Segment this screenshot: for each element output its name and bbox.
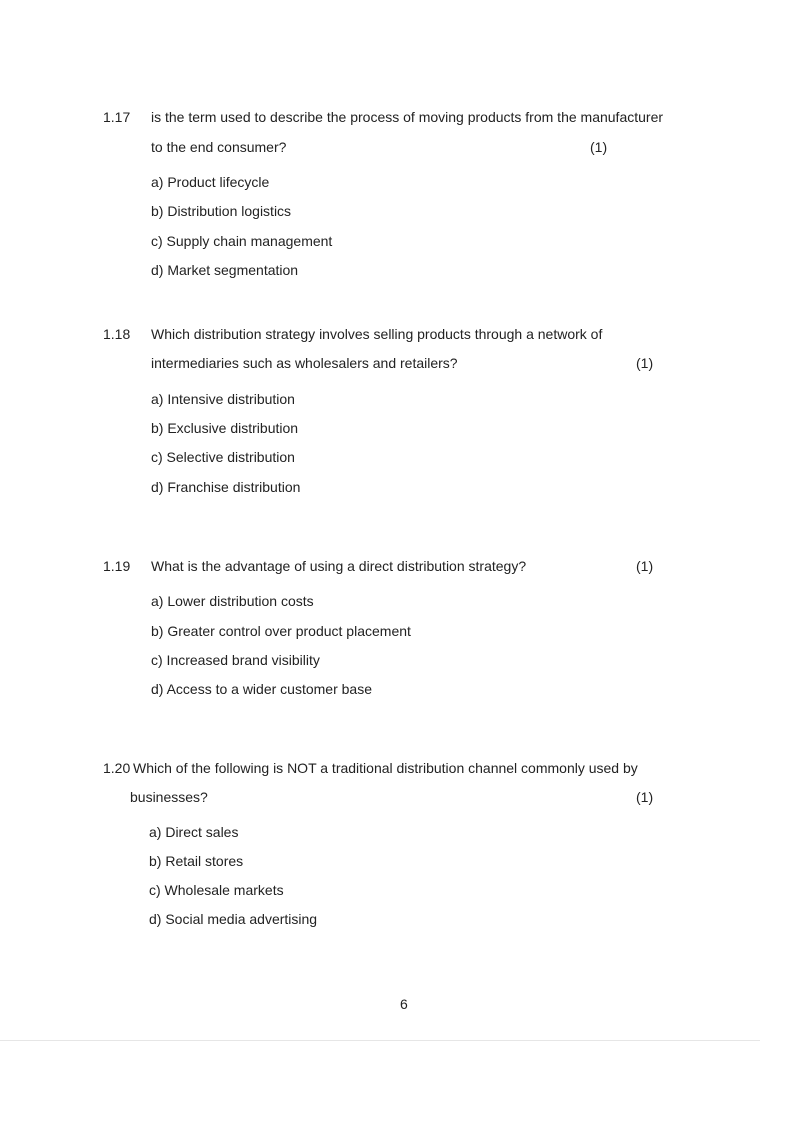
question-marks: (1) — [636, 789, 654, 805]
question-text: businesses? — [130, 789, 208, 805]
question-number: 1.19 — [103, 558, 131, 574]
question-text: What is the advantage of using a direct distribution strategy? — [151, 558, 527, 574]
option: a) Direct sales — [149, 824, 239, 840]
question-text: Which distribution strategy involves selling products through a network of — [151, 326, 603, 342]
question-number: 1.20 — [103, 760, 131, 776]
option: a) Product lifecycle — [151, 174, 270, 190]
option: b) Greater control over product placement — [151, 623, 411, 639]
option: b) Retail stores — [149, 853, 244, 869]
option: c) Selective distribution — [151, 449, 295, 465]
option: a) Lower distribution costs — [151, 593, 314, 609]
option: b) Distribution logistics — [151, 203, 292, 219]
option: d) Access to a wider customer base — [151, 681, 372, 697]
option: a) Intensive distribution — [151, 391, 295, 407]
question-number: 1.18 — [103, 326, 131, 342]
question-number: 1.17 — [103, 109, 131, 125]
option: c) Supply chain management — [151, 233, 333, 249]
option: b) Exclusive distribution — [151, 420, 299, 436]
question-text: is the term used to describe the process of moving products from the manufacturer — [151, 109, 664, 125]
option: d) Franchise distribution — [151, 479, 301, 495]
question-text: Which of the following is NOT a traditional distribution channel commonly used by — [133, 760, 638, 776]
page-number: 6 — [400, 996, 408, 1012]
question-text: to the end consumer? — [151, 139, 287, 155]
option: d) Social media advertising — [149, 911, 318, 927]
question-marks: (1) — [636, 558, 654, 574]
option: d) Market segmentation — [151, 262, 299, 278]
option: c) Increased brand visibility — [151, 652, 320, 668]
option: c) Wholesale markets — [149, 882, 284, 898]
question-text: intermediaries such as wholesalers and retailers? — [151, 355, 458, 371]
question-marks: (1) — [590, 139, 608, 155]
question-marks: (1) — [636, 355, 654, 371]
scan-edge-line — [0, 1040, 760, 1041]
